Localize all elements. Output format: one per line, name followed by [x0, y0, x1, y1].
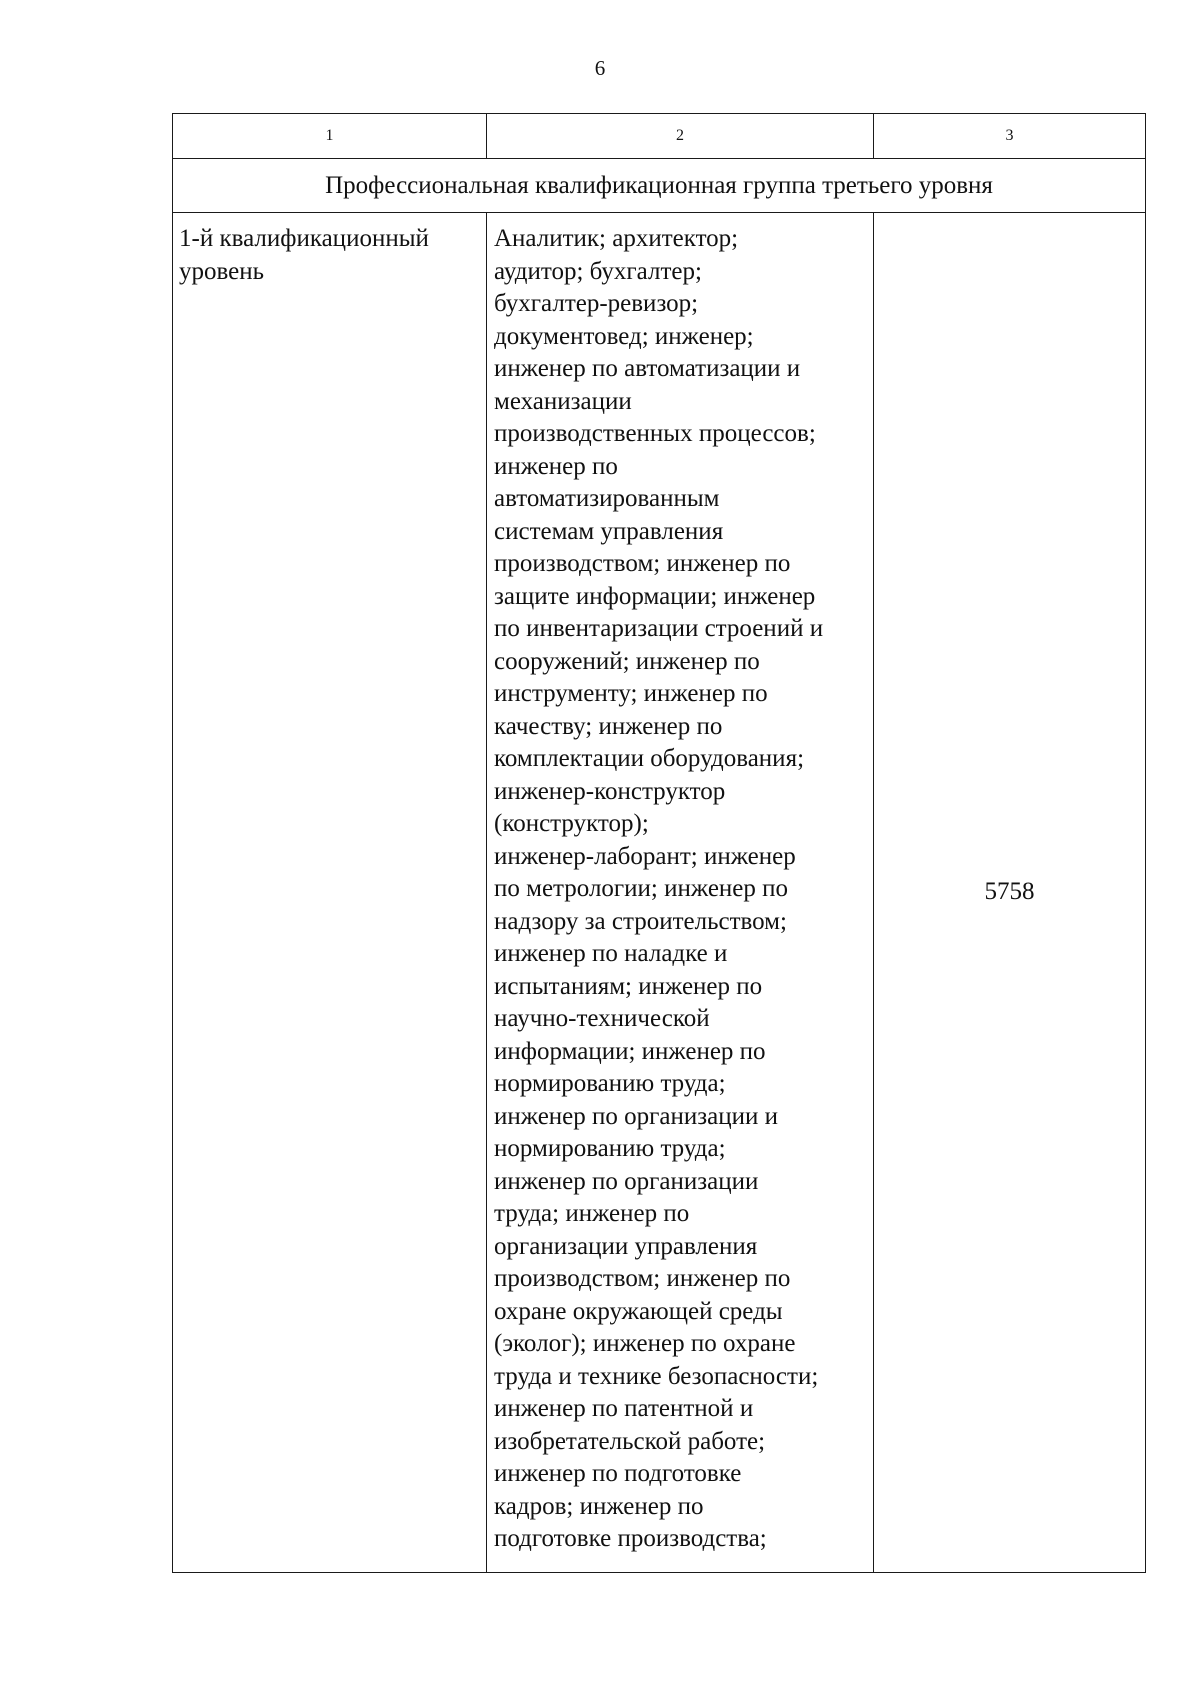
- positions-line: информации; инженер по: [494, 1037, 766, 1065]
- positions-line: нормированию труда;: [494, 1135, 726, 1162]
- positions-line: инженер по: [494, 452, 618, 480]
- positions-line: инструменту; инженер по: [494, 680, 768, 707]
- positions-line: инженер-конструктор: [494, 777, 726, 805]
- positions-line: кадров; инженер по: [494, 1492, 704, 1520]
- page-number: 6: [594, 56, 606, 80]
- positions-line: сооружений; инженер по: [494, 647, 760, 675]
- positions-line: качеству; инженер по: [494, 712, 723, 740]
- positions-line: аудитор; бухгалтер;: [494, 257, 702, 285]
- positions-line: документовед; инженер;: [494, 322, 754, 350]
- positions-line: комплектации оборудования;: [494, 745, 805, 772]
- positions-line: труда; инженер по: [494, 1200, 690, 1227]
- column-number-2: 2: [487, 114, 874, 159]
- positions-line: (эколог); инженер по охране: [494, 1330, 796, 1357]
- group-title: Профессиональная квалификационная группа третьего уровня: [173, 159, 1146, 213]
- positions-line: по инвентаризации строений и: [494, 615, 824, 642]
- group-heading-row: [173, 159, 1146, 213]
- salary-value: 5758: [874, 213, 1146, 1573]
- positions-line: труда и технике безопасности;: [494, 1362, 819, 1390]
- positions-line: инженер по наладке и: [494, 940, 728, 967]
- positions-line: инженер по подготовке: [494, 1460, 742, 1487]
- qualification-level: 1-й квалификационный уровень: [173, 213, 487, 1573]
- column-number-1: 1: [173, 114, 487, 159]
- positions-line: производством; инженер по: [494, 550, 791, 577]
- positions-line: защите информации; инженер: [494, 582, 816, 610]
- positions-line: надзору за строительством;: [494, 907, 787, 935]
- positions-line: испытаниям; инженер по: [494, 972, 763, 1000]
- positions-line: производством; инженер по: [494, 1265, 791, 1292]
- positions-line: организации управления: [494, 1232, 758, 1260]
- positions-line: бухгалтер-ревизор;: [494, 290, 699, 317]
- positions-line: инженер-лаборант; инженер: [494, 842, 796, 870]
- positions-line: автоматизированным: [494, 485, 720, 512]
- positions-line: механизации: [494, 387, 632, 415]
- table-row: [173, 213, 1146, 1573]
- positions-line: инженер по автоматизации и: [494, 355, 801, 382]
- positions-line: охране окружающей среды: [494, 1297, 783, 1325]
- salary-table: [172, 113, 1146, 1573]
- positions-line: инженер по организации: [494, 1167, 759, 1195]
- positions-list: [487, 213, 874, 1573]
- positions-line: изобретательской работе;: [494, 1427, 766, 1455]
- positions-line: нормированию труда;: [494, 1070, 726, 1097]
- positions-line: по метрологии; инженер по: [494, 875, 789, 902]
- positions-line: Аналитик; архитектор;: [494, 225, 739, 252]
- positions-line: (конструктор);: [494, 810, 649, 837]
- positions-line: производственных процессов;: [494, 420, 816, 447]
- column-number-3: 3: [874, 114, 1146, 159]
- column-number-row: [173, 114, 1146, 159]
- positions-line: научно-технической: [494, 1005, 710, 1032]
- positions-line: системам управления: [494, 517, 724, 545]
- positions-line: инженер по патентной и: [494, 1395, 754, 1422]
- positions-line: подготовке производства;: [494, 1525, 767, 1552]
- positions-line: инженер по организации и: [494, 1102, 778, 1130]
